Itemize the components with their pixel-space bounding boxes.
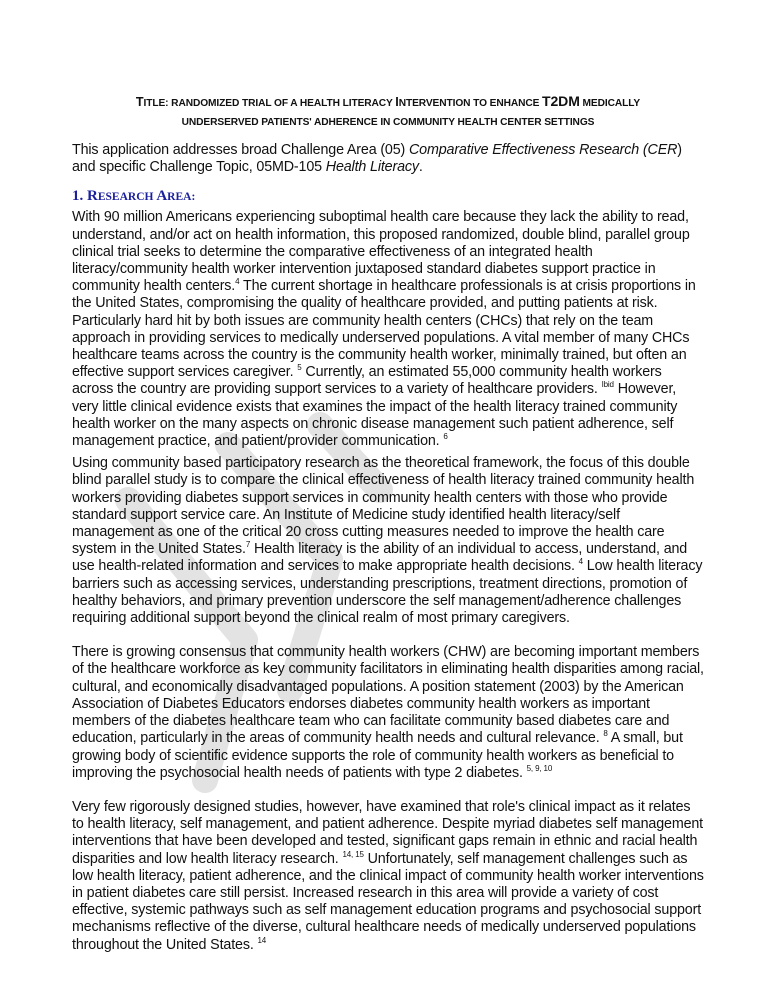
title-line-2: UNDERSERVED PATIENTS' ADHERENCE IN COMMUNITY HEALTH CENTER SETTINGS [181,117,595,128]
intro-paragraph: This application addresses broad Challenge Area (05) Comparative Effectiveness Research (CER) and specific Challenge Topic, 05MD-105 Health Literacy. [72,142,682,176]
citation-superscript: 4 [235,277,240,287]
citation-superscript: 5 [297,363,302,373]
paragraph-text: The current shortage in healthcare professionals is at crisis proportions in the United States, compromising the quality of healthcare provided, and putting patients at risk. Particularly hard hit by both issues are community health centers (CHCs) that rely on the team approach in providing services to medically underserved populations. A vital member of many CHCs healthcare teams across the country is the community health worker, minimally trained, but often an effective support services caregiver. [72,278,696,381]
document-body [72,92,704,959]
citation-superscript: Ibid [601,380,614,390]
body-paragraph [72,209,704,450]
paragraph-text: Currently, an estimated 55,000 community health workers across the country are providing support services to a variety of healthcare providers. [72,364,662,398]
citation-superscript: 7 [245,540,251,550]
citation-superscript: 5, 9, 10 [526,763,553,773]
paragraph-text: There is growing consensus that community health workers (CHW) are becoming important members of the healthcare workforce as key community facilitators in eliminating health disparities among racial, cultural, and economically disadvantaged populations. A position statement (2003) by the American Association of Diabetes Educators endorses diabetes community health workers as important members of the diabetes healthcare team who can facilitate community based diabetes care and education, particularly in the areas of community health needs and cultural relevance. [72,644,704,747]
title-line-1: TITLE: RANDOMIZED TRIAL OF A HEALTH LITERACY INTERVENTION TO ENHANCE T2DM MEDICALLY [135,93,641,109]
paragraph-text: However, very little clinical evidence exists that examines the impact of the health literacy trained community health worker on the many aspects on chronic disease management such patient adherence, self management practice, and patient/provider communication. [72,381,678,450]
paragraph-text: Using community based participatory research as the theoretical framework, the focus of this double blind parallel study is to compare the clinical effectiveness of health literacy trained community health workers providing diabetes support services in community health centers with those who provide standard support service care. An Institute of Medicine study identified health literacy/self management as one of the critical 20 cross cutting measures needed to improve the health care system in the United States. [72,455,695,558]
body-paragraph [72,799,704,954]
paragraph-text: Health literacy is the ability of an individual to access, understand, and use health-related information and services to make appropriate health decisions. [72,541,688,575]
paragraph-text: Low health literacy barriers such as accessing services, understanding prescriptions, treatment directions, promotion of healthy behaviors, and primary prevention underscore the self management/adherence challenges requiring additional support beyond the clinical realm of most primary caregivers. [72,558,703,627]
paragraph-text: A small, but growing body of scientific evidence supports the role of community health workers as beneficial to improving the psychosocial health needs of patients with type 2 diabetes. [72,730,683,781]
citation-superscript: 4 [578,557,583,567]
paragraph-text: Very few rigorously designed studies, however, have examined that role's clinical impact as it relates to health literacy, self management, and patient adherence. Despite myriad diabetes self management interventions that have been developed and tested, significant gaps remain in ethnic and racial health disparities and low health literacy research. [72,798,704,867]
citation-superscript: 8 [603,729,608,739]
citation-superscript: 6 [443,432,448,442]
body-paragraph [72,455,704,627]
section-heading-research-area: 1. RESEARCH AREA: [72,188,196,205]
paragraph-text: Unfortunately, self management challenges such as low health literacy, patient adherence, and the clinical impact of community health worker interventions in patient diabetes care still persist. Increased research in this area will provide a variety of cost effective, systemic pathways such as self management education programs and psychosocial support mechanisms reflective of the diverse, cultural healthcare needs of medically underserved populations throughout the United States. [72,850,704,953]
body-paragraph [72,644,704,782]
document-title [72,92,704,132]
citation-superscript: 14 [257,935,267,945]
paragraph-text: With 90 million Americans experiencing suboptimal health care because they lack the ability to read, understand, and/or act on health information, this proposed randomized, double blind, parallel group clinical trial seeks to determine the comparative effectiveness of an integrated health literacy/community health worker intervention juxtaposed standard diabetes support practice in community health centers. [72,209,690,295]
citation-superscript: 14, 15 [342,849,364,859]
